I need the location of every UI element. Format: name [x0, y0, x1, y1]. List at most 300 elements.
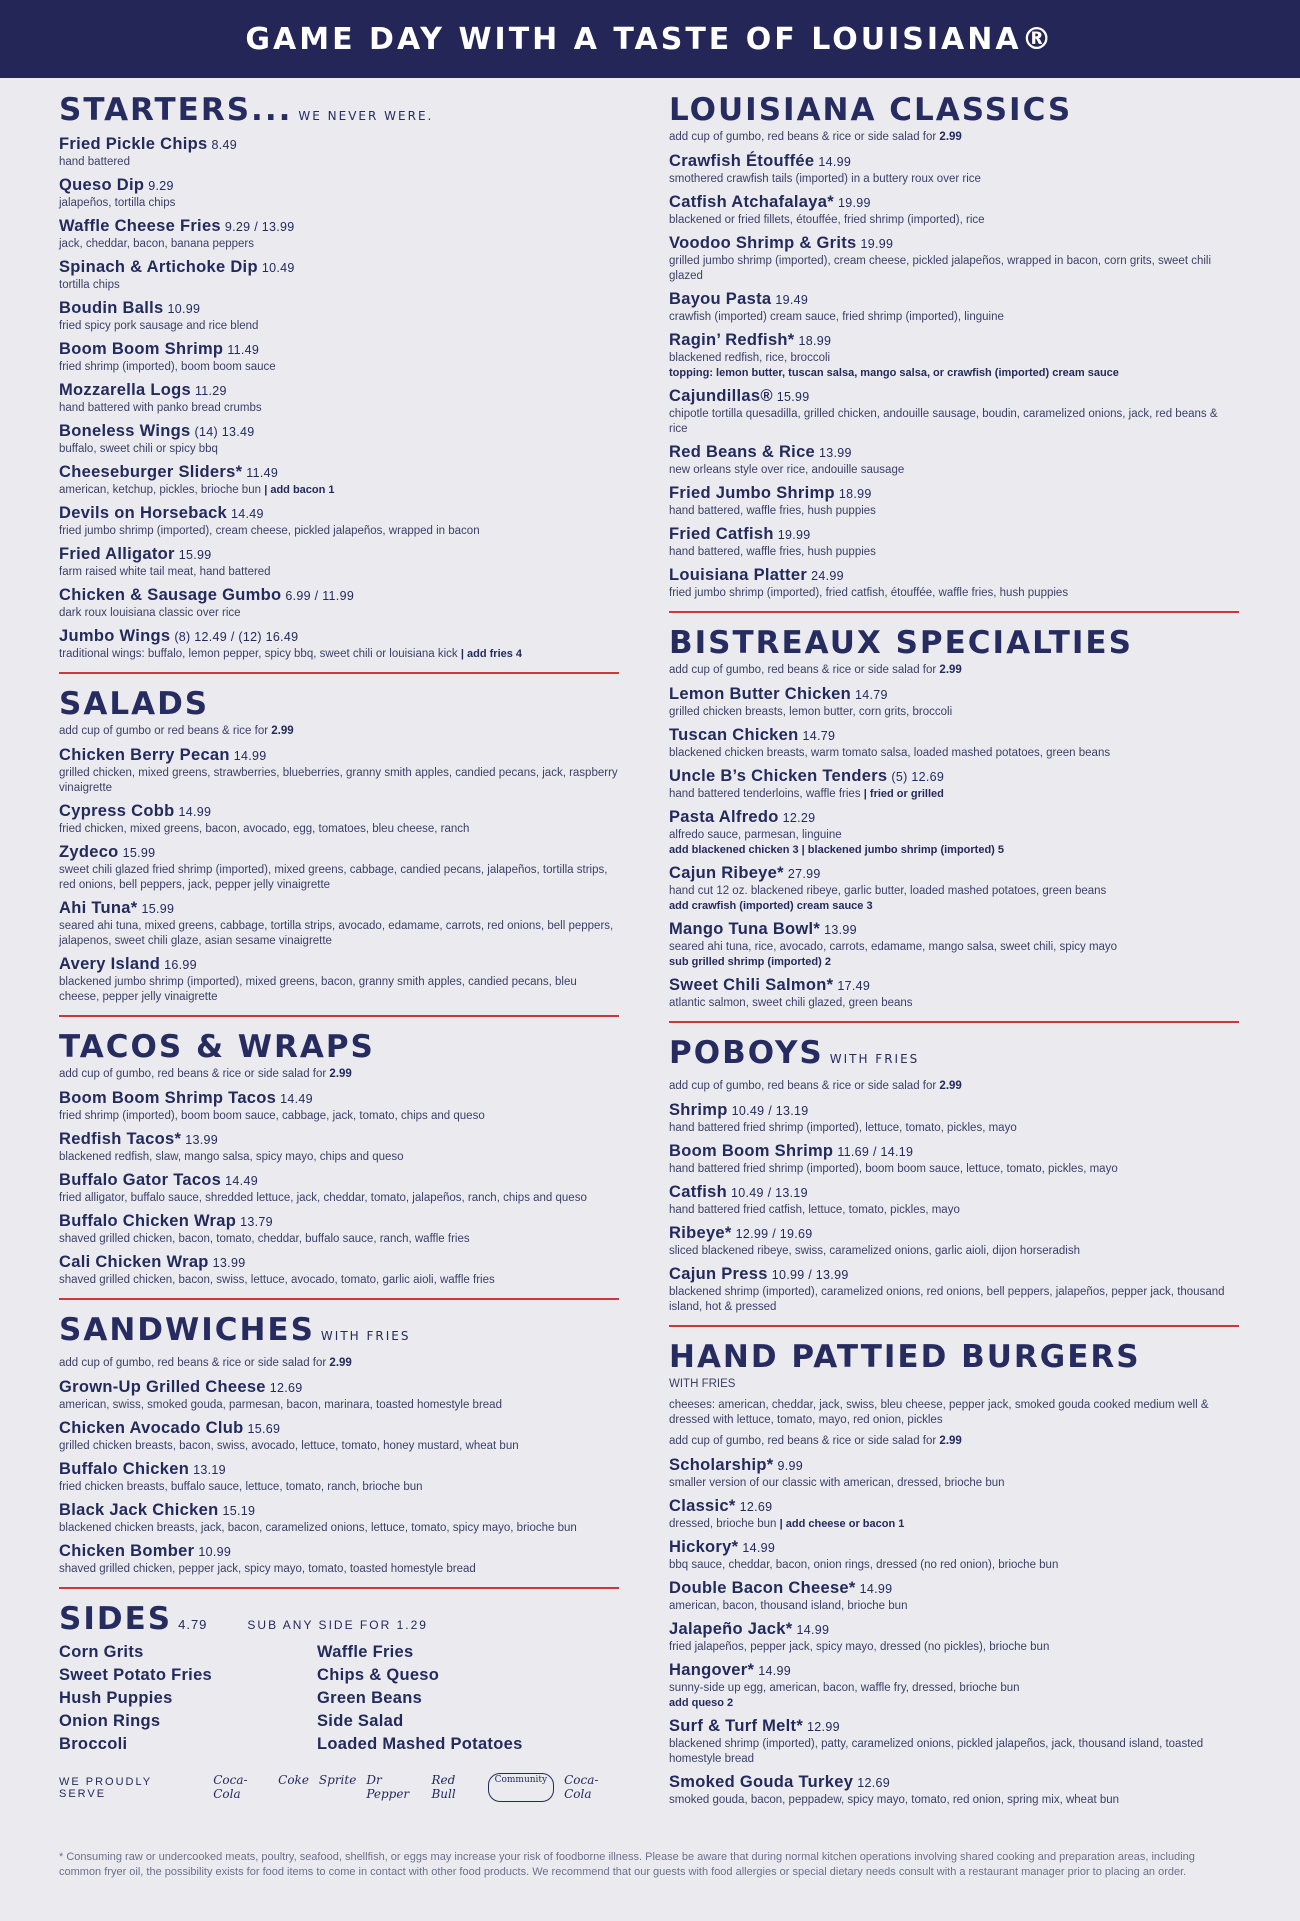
- menu-item-description: [59, 1521, 619, 1536]
- menu-item-description: [669, 1558, 1239, 1573]
- menu-item-title: [669, 1660, 1239, 1681]
- menu-item-title: [59, 462, 619, 483]
- menu-item-title: [669, 1264, 1239, 1285]
- menu-item-name: Zydeco: [59, 843, 119, 861]
- menu-item: [59, 216, 619, 252]
- menu-item-description: [59, 919, 619, 949]
- menu-item-title: [669, 1455, 1239, 1476]
- menu-item-price: 15.99: [178, 548, 212, 562]
- menu-item: [669, 807, 1239, 858]
- menu-item-price: 14.49: [280, 1092, 313, 1106]
- menu-item: [669, 766, 1239, 802]
- side-item: Hush Puppies: [59, 1689, 173, 1707]
- menu-item-name: Voodoo Shrimp & Grits: [669, 234, 857, 252]
- menu-item-title: [669, 975, 1239, 996]
- menu-item-name: Redfish Tacos*: [59, 1130, 182, 1148]
- menu-item-desc-text: blackened shrimp (imported), caramelized onions, red onions, bell peppers, jalapeños, pepper jack, thousand island, hot & pressed: [669, 1286, 1225, 1313]
- menu-item-desc-text: blackened chicken breasts, warm tomato salsa, loaded mashed potatoes, green beans: [669, 747, 1111, 759]
- menu-item-desc-text: bbq sauce, cheddar, bacon, onion rings, dressed (no red onion), brioche bun: [669, 1559, 1059, 1571]
- menu-item: [59, 1211, 619, 1247]
- section-subhead: WITH FRIES: [669, 1378, 736, 1390]
- menu-item: [669, 192, 1239, 228]
- menu-item-title: [669, 807, 1239, 828]
- menu-item-name: Jumbo Wings: [59, 627, 171, 645]
- menu-item-desc-text: hand battered, waffle fries, hush puppies: [669, 546, 876, 558]
- section-note-price: 2.99: [329, 1068, 352, 1080]
- section-title-text: STARTERS...: [59, 92, 293, 128]
- menu-item-name: Louisiana Platter: [669, 566, 808, 584]
- menu-section: [669, 625, 1239, 1011]
- menu-item-title: [669, 1141, 1239, 1162]
- section-title-text: SALADS: [59, 686, 210, 722]
- menu-item-title: [59, 257, 619, 278]
- menu-item-name: Pasta Alfredo: [669, 808, 779, 826]
- menu-item-desc-text: grilled chicken breasts, bacon, swiss, avocado, lettuce, tomato, honey mustard, wheat bun: [59, 1440, 519, 1452]
- menu-item-desc-text: blackened redfish, rice, broccoli: [669, 352, 831, 364]
- menu-section: [59, 686, 619, 1005]
- menu-item-title: [59, 175, 619, 196]
- menu-item-desc-text: dressed, brioche bun: [669, 1518, 777, 1530]
- menu-item-desc-text: traditional wings: buffalo, lemon pepper, spicy bbq, sweet chili or louisiana kick: [59, 648, 458, 660]
- menu-item: [669, 289, 1239, 325]
- menu-item: [59, 1459, 619, 1495]
- menu-item-description: [59, 647, 619, 662]
- menu-item-price: 15.99: [776, 390, 810, 404]
- menu-item-title: [59, 1500, 619, 1521]
- menu-item: [59, 298, 619, 334]
- menu-item-price: 16.99: [164, 958, 197, 972]
- menu-item-title: [59, 1252, 619, 1273]
- section-note: [59, 724, 619, 739]
- section-title-text: LOUISIANA CLASSICS: [669, 92, 1073, 128]
- menu-item-title: [669, 192, 1239, 213]
- menu-item-description: [59, 278, 619, 293]
- beverage-logo: Red Bull: [431, 1773, 456, 1801]
- beverage-logo: Dr Pepper: [366, 1773, 410, 1801]
- menu-banner: GAME DAY WITH A TASTE OF LOUISIANA®: [0, 0, 1300, 78]
- menu-item-title: [669, 386, 1239, 407]
- menu-item-description: [669, 1285, 1239, 1315]
- menu-item-title: [59, 216, 619, 237]
- menu-item-price: 12.99: [807, 1720, 840, 1734]
- menu-item-title: [59, 585, 619, 606]
- menu-item-title: [669, 524, 1239, 545]
- menu-item-price: 12.69: [857, 1776, 890, 1790]
- menu-item-desc-text: hand battered fried shrimp (imported), boom boom sauce, lettuce, tomato, pickles, mayo: [669, 1163, 1118, 1175]
- menu-item: [669, 151, 1239, 187]
- section-title: [59, 92, 619, 134]
- side-item: Onion Rings: [59, 1712, 161, 1730]
- menu-item-name: Boneless Wings: [59, 422, 191, 440]
- menu-item-title: [669, 919, 1239, 940]
- section-note-price: 2.99: [271, 725, 294, 737]
- menu-item-description: [669, 1599, 1239, 1614]
- menu-item-description: [59, 196, 619, 211]
- menu-item-description: [669, 1640, 1239, 1655]
- menu-item-price: 11.49: [246, 466, 279, 480]
- side-item: Chips & Queso: [317, 1666, 440, 1684]
- menu-item-price: 14.99: [178, 805, 212, 819]
- menu-item-title: [669, 483, 1239, 504]
- menu-item-price: 8.49: [211, 138, 237, 152]
- menu-item-description: [669, 545, 1239, 560]
- menu-item-name: Bayou Pasta: [669, 290, 772, 308]
- menu-item-description: [59, 863, 619, 893]
- menu-item-name: Black Jack Chicken: [59, 1501, 219, 1519]
- menu-item-desc-text: crawfish (imported) cream sauce, fried shrimp (imported), linguine: [669, 311, 1004, 323]
- menu-item: [669, 1660, 1239, 1711]
- menu-item: [669, 863, 1239, 914]
- menu-item-price: 18.99: [798, 334, 832, 348]
- menu-item-name: Hangover*: [669, 1661, 755, 1679]
- menu-item-price: 11.49: [227, 343, 260, 357]
- menu-item-name: Scholarship*: [669, 1456, 774, 1474]
- menu-item: [669, 330, 1239, 381]
- side-item: Sweet Potato Fries: [59, 1666, 213, 1684]
- menu-item-name: Uncle B’s Chicken Tenders: [669, 767, 888, 785]
- menu-item-price: 10.99 / 13.99: [771, 1268, 849, 1282]
- section-title: [669, 1035, 1239, 1077]
- menu-item-price: 13.99: [212, 1256, 246, 1270]
- menu-item: [669, 1223, 1239, 1259]
- menu-item-price: 24.99: [811, 569, 844, 583]
- menu-item-desc-text: seared ahi tuna, mixed greens, cabbage, tortilla strips, avocado, edamame, carrots, red onions, bell peppers, jalapenos, sweet chili glaze, asian sesame vinaigrette: [59, 920, 614, 947]
- menu-section: [669, 92, 1239, 601]
- section-divider: [59, 672, 619, 674]
- menu-item: [669, 725, 1239, 761]
- menu-item-title: [59, 503, 619, 524]
- section-note: [669, 1434, 1239, 1449]
- menu-item-price: 12.99 / 19.69: [735, 1227, 813, 1241]
- menu-item-description: [59, 1150, 619, 1165]
- menu-item-title: [669, 151, 1239, 172]
- menu-item-price: 27.99: [787, 867, 821, 881]
- menu-item-title: [669, 684, 1239, 705]
- menu-item-title: [669, 1100, 1239, 1121]
- menu-item-description: [669, 254, 1239, 284]
- menu-item: [59, 544, 619, 580]
- menu-item-name: Ahi Tuna*: [59, 899, 138, 917]
- menu-item-desc-text: hand battered tenderloins, waffle fries: [669, 788, 861, 800]
- menu-item-name: Catfish: [669, 1183, 728, 1201]
- menu-item-desc-text: sunny-side up egg, american, bacon, waffle fry, dressed, brioche bun: [669, 1682, 1020, 1694]
- menu-item-description: [669, 1121, 1239, 1136]
- right-column: [669, 92, 1239, 1813]
- menu-item-price: 17.49: [837, 979, 871, 993]
- menu-item: [59, 1252, 619, 1288]
- menu-item-desc-text: jack, cheddar, bacon, banana peppers: [59, 238, 255, 250]
- section-note-text: add cup of gumbo, red beans & rice or side salad for: [59, 1068, 327, 1080]
- section-note-text: add cup of gumbo, red beans & rice or side salad for: [669, 131, 937, 143]
- menu-item-name: Cypress Cobb: [59, 802, 175, 820]
- beverage-logo: Coke: [278, 1773, 309, 1787]
- menu-item-title: [669, 565, 1239, 586]
- menu-item: [59, 842, 619, 893]
- menu-item-name: Surf & Turf Melt*: [669, 1717, 804, 1735]
- menu-item-name: Boom Boom Shrimp Tacos: [59, 1089, 277, 1107]
- menu-item: [669, 1716, 1239, 1767]
- menu-item-price: 14.99: [233, 749, 267, 763]
- menu-item-description: [59, 1480, 619, 1495]
- menu-item-price: 14.49: [225, 1174, 258, 1188]
- menu-item: [59, 1377, 619, 1413]
- menu-item-desc-text: seared ahi tuna, rice, avocado, carrots, edamame, mango salsa, sweet chili, spicy mayo: [669, 941, 1118, 953]
- menu-item-title: [59, 1541, 619, 1562]
- side-item: Green Beans: [317, 1689, 423, 1707]
- menu-item-title: [59, 298, 619, 319]
- menu-item-price: 13.19: [193, 1463, 226, 1477]
- menu-item-description: [59, 1109, 619, 1124]
- menu-item-description: [669, 1737, 1239, 1767]
- menu-item-title: [669, 1496, 1239, 1517]
- menu-item-title: [669, 1772, 1239, 1793]
- menu-item-name: Chicken Bomber: [59, 1542, 195, 1560]
- menu-item-description: [59, 975, 619, 1005]
- section-title-text: SANDWICHES: [59, 1312, 315, 1348]
- section-title: [669, 1339, 1239, 1375]
- menu-item-desc-text: hand cut 12 oz. blackened ribeye, garlic butter, loaded mashed potatoes, green beans: [669, 885, 1107, 897]
- menu-item-description: [669, 1476, 1239, 1491]
- menu-item-desc-text: blackened shrimp (imported), patty, caramelized onions, pickled jalapeños, jack, thousand island, toasted homestyle bread: [669, 1738, 1204, 1765]
- menu-item-name: Buffalo Chicken: [59, 1460, 190, 1478]
- menu-item-price: (8) 12.49 / (12) 16.49: [174, 630, 299, 644]
- section-note-price: 2.99: [939, 664, 962, 676]
- menu-item-desc-text: hand battered with panko bread crumbs: [59, 402, 262, 414]
- sides-header: [59, 1601, 619, 1637]
- menu-item-price: 14.99: [859, 1582, 893, 1596]
- side-item: Waffle Fries: [317, 1643, 414, 1661]
- menu-item-title: [669, 766, 1239, 787]
- menu-item-price: 18.99: [838, 487, 872, 501]
- section-title: [669, 625, 1239, 661]
- beverage-logos: [213, 1773, 619, 1802]
- menu-item-price: 14.79: [802, 729, 836, 743]
- side-item: Corn Grits: [59, 1643, 144, 1661]
- menu-item-title: [59, 421, 619, 442]
- menu-item-desc-text: smaller version of our classic with american, dressed, brioche bun: [669, 1477, 1005, 1489]
- section-note: [59, 1067, 619, 1082]
- beverage-logo: Community: [488, 1773, 555, 1802]
- menu-item-desc-text: fried chicken, mixed greens, bacon, avocado, egg, tomatoes, bleu cheese, ranch: [59, 823, 470, 835]
- menu-item-title: [669, 1619, 1239, 1640]
- menu-item: [669, 1496, 1239, 1532]
- menu-item-name: Cajun Press: [669, 1265, 768, 1283]
- menu-item-description: [669, 884, 1239, 899]
- menu-item-name: Waffle Cheese Fries: [59, 217, 221, 235]
- menu-item-desc-text: buffalo, sweet chili or spicy bbq: [59, 443, 218, 455]
- menu-item-desc-text: grilled chicken breasts, lemon butter, corn grits, broccoli: [669, 706, 953, 718]
- sides-price: 4.79: [178, 1617, 208, 1632]
- section-divider: [669, 1021, 1239, 1023]
- menu-item-description: [59, 1398, 619, 1413]
- menu-item-price: 11.29: [194, 384, 227, 398]
- menu-item-desc-text: dark roux louisiana classic over rice: [59, 607, 241, 619]
- sides-substitution-note: SUB ANY SIDE FOR 1.29: [247, 1618, 428, 1632]
- menu-item-title: [669, 863, 1239, 884]
- menu-item-title: [669, 1716, 1239, 1737]
- menu-item-title: [669, 442, 1239, 463]
- menu-item-name: Hickory*: [669, 1538, 739, 1556]
- menu-item-description: [59, 401, 619, 416]
- menu-item: [669, 975, 1239, 1011]
- section-note: [669, 130, 1239, 145]
- menu-item-desc-text: atlantic salmon, sweet chili glazed, green beans: [669, 997, 913, 1009]
- section-divider: [59, 1298, 619, 1300]
- menu-item-price: 10.49: [261, 261, 295, 275]
- menu-item: [59, 585, 619, 621]
- menu-item-desc-text: farm raised white tail meat, hand battered: [59, 566, 271, 578]
- menu-item-title: [669, 233, 1239, 254]
- menu-item: [59, 1170, 619, 1206]
- menu-item-name: Double Bacon Cheese*: [669, 1579, 856, 1597]
- menu-item-desc-text: fried shrimp (imported), boom boom sauce: [59, 361, 276, 373]
- menu-item: [669, 1578, 1239, 1614]
- menu-item-price: 14.49: [231, 507, 264, 521]
- menu-item-name: Fried Alligator: [59, 545, 175, 563]
- menu-item: [669, 483, 1239, 519]
- menu-item-name: Boom Boom Shrimp: [669, 1142, 834, 1160]
- menu-item-name: Buffalo Gator Tacos: [59, 1171, 222, 1189]
- menu-item-name: Fried Catfish: [669, 525, 774, 543]
- menu-item: [59, 898, 619, 949]
- menu-item-addon: add blackened chicken 3 | blackened jumbo shrimp (imported) 5: [669, 844, 1004, 856]
- menu-item: [669, 565, 1239, 601]
- menu-item: [59, 1418, 619, 1454]
- menu-item-desc-text: hand battered: [59, 156, 130, 168]
- menu-item: [669, 1141, 1239, 1177]
- section-title: [59, 686, 619, 722]
- menu-item-desc-text: fried chicken breasts, buffalo sauce, lettuce, tomato, ranch, brioche bun: [59, 1481, 423, 1493]
- menu-item-desc-text: grilled jumbo shrimp (imported), cream cheese, pickled jalapeños, wrapped in bacon, corn grits, sweet chili glazed: [669, 255, 1212, 282]
- beverage-logo: Coca-Cola: [213, 1773, 248, 1801]
- menu-item-name: Tuscan Chicken: [669, 726, 799, 744]
- side-item: Loaded Mashed Potatoes: [317, 1735, 523, 1753]
- menu-item-description: [669, 705, 1239, 720]
- menu-item-name: Avery Island: [59, 955, 161, 973]
- menu-item-price: 10.99: [167, 302, 201, 316]
- menu-item-price: 15.69: [247, 1422, 281, 1436]
- serve-label: WE PROUDLY SERVE: [59, 1775, 152, 1800]
- menu-item-name: Cajundillas®: [669, 387, 773, 405]
- section-divider: [669, 1325, 1239, 1327]
- menu-item-price: 19.99: [777, 528, 811, 542]
- menu-item-description: [669, 351, 1239, 366]
- menu-item-description: [669, 172, 1239, 187]
- menu-item-price: 19.99: [837, 196, 871, 210]
- section-divider: [59, 1015, 619, 1017]
- menu-item-name: Red Beans & Rice: [669, 443, 816, 461]
- menu-item-price: 14.99: [758, 1664, 792, 1678]
- menu-item-desc-text: fried shrimp (imported), boom boom sauce, cabbage, jack, tomato, chips and queso: [59, 1110, 485, 1122]
- menu-item-desc-text: blackened chicken breasts, jack, bacon, caramelized onions, lettuce, tomato, spicy mayo, brioche bun: [59, 1522, 577, 1534]
- menu-item-desc-text: chipotle tortilla quesadilla, grilled chicken, andouille sausage, boudin, caramelized onions, jack, red beans & rice: [669, 408, 1218, 435]
- menu-item: [59, 1500, 619, 1536]
- menu-item-desc-text: hand battered fried shrimp (imported), lettuce, tomato, pickles, mayo: [669, 1122, 1017, 1134]
- section-subtitle: WITH FRIES: [829, 1052, 920, 1066]
- menu-item-title: [59, 954, 619, 975]
- section-note: [669, 663, 1239, 678]
- menu-item-description: [59, 606, 619, 621]
- section-title-text: TACOS & WRAPS: [59, 1029, 375, 1065]
- sides-list: [59, 1641, 619, 1755]
- menu-item-price: 10.49 / 13.19: [731, 1104, 809, 1118]
- menu-item-name: Fried Jumbo Shrimp: [669, 484, 835, 502]
- allergen-disclaimer: * Consuming raw or undercooked meats, poultry, seafood, shellfish, or eggs may increase your risk of foodborne illness. Please be aware that during normal kitchen operations involving shared cooking and preparation areas, including common fryer oil, the possibility exists for food items to come in contact with other food products. We recommend that our guests with food allergies or special dietary needs consult with a restaurant manager prior to placing an order.: [59, 1851, 1195, 1878]
- menu-item-name: Cali Chicken Wrap: [59, 1253, 209, 1271]
- menu-item-desc-text: grilled chicken, mixed greens, strawberries, blueberries, granny smith apples, candied pecans, jack, raspberry vinaigrette: [59, 767, 618, 794]
- menu-item-price: 12.29: [782, 811, 816, 825]
- menu-item-name: Ragin’ Redfish*: [669, 331, 795, 349]
- menu-item-name: Chicken & Sausage Gumbo: [59, 586, 282, 604]
- menu-item-price: 10.99: [198, 1545, 232, 1559]
- section-note-text: add cup of gumbo, red beans & rice or side salad for: [59, 1357, 327, 1369]
- section-title: [59, 1312, 619, 1354]
- menu-item: [59, 745, 619, 796]
- menu-item-desc-text: fried jumbo shrimp (imported), fried catfish, étouffée, waffle fries, hush puppies: [669, 587, 1069, 599]
- menu-item-description: [669, 996, 1239, 1011]
- menu-item-name: Crawfish Étouffée: [669, 152, 815, 170]
- menu-item-title: [669, 330, 1239, 351]
- menu-item-description: [669, 1203, 1239, 1218]
- sides-title: SIDES: [59, 1601, 173, 1637]
- sides-section: [59, 1601, 619, 1802]
- menu-item-title: [59, 1088, 619, 1109]
- menu-item-addon: | add bacon 1: [264, 484, 335, 496]
- menu-item-description: [59, 155, 619, 170]
- menu-item-desc-text: smoked gouda, bacon, peppadew, spicy mayo, tomato, red onion, spring mix, wheat bun: [669, 1794, 1120, 1806]
- menu-item-description: [669, 504, 1239, 519]
- menu-item: [59, 1088, 619, 1124]
- menu-item-title: [59, 801, 619, 822]
- menu-item-name: Devils on Horseback: [59, 504, 228, 522]
- menu-item-title: [59, 1129, 619, 1150]
- side-item: Side Salad: [317, 1712, 404, 1730]
- menu-item: [669, 1772, 1239, 1808]
- menu-item-description: [669, 213, 1239, 228]
- menu-item-name: Jalapeño Jack*: [669, 1620, 793, 1638]
- menu-item-title: [669, 1537, 1239, 1558]
- menu-item: [59, 462, 619, 498]
- menu-item: [669, 1537, 1239, 1573]
- menu-item-price: 9.29 / 13.99: [224, 220, 295, 234]
- menu-item-description: [59, 1562, 619, 1577]
- menu-item-price: 14.79: [855, 688, 888, 702]
- menu-item-title: [669, 1578, 1239, 1599]
- menu-item-price: 13.79: [240, 1215, 273, 1229]
- beverage-logo: Coca-Cola: [564, 1773, 599, 1801]
- menu-item: [669, 919, 1239, 970]
- menu-item-price: 10.49 / 13.19: [731, 1186, 808, 1200]
- menu-item: [669, 1182, 1239, 1218]
- menu-item-description: [59, 766, 619, 796]
- menu-item: [669, 233, 1239, 284]
- section-note-text: add cup of gumbo, red beans & rice or side salad for: [669, 1080, 937, 1092]
- menu-item-name: Boom Boom Shrimp: [59, 340, 224, 358]
- menu-item-title: [59, 842, 619, 863]
- menu-item-title: [59, 339, 619, 360]
- menu-item-desc-text: shaved grilled chicken, bacon, tomato, cheddar, buffalo sauce, ranch, waffle fries: [59, 1233, 470, 1245]
- menu-item-price: 9.99: [777, 1459, 803, 1473]
- menu-item-desc-text: american, swiss, smoked gouda, parmesan, bacon, marinara, toasted homestyle bread: [59, 1399, 502, 1411]
- menu-item-description: [669, 407, 1239, 437]
- section-title: [59, 1029, 619, 1065]
- menu-item: [59, 626, 619, 662]
- section-note-price: 2.99: [939, 1080, 962, 1092]
- menu-item-title: [669, 725, 1239, 746]
- menu-item-desc-text: sweet chili glazed fried shrimp (imported), mixed greens, cabbage, candied pecans, jalapeños, tortilla strips, red onions, bell peppers, jack, pepper jelly vinaigrette: [59, 864, 608, 891]
- menu-item-name: Cheeseburger Sliders*: [59, 463, 243, 481]
- menu-item-title: [59, 898, 619, 919]
